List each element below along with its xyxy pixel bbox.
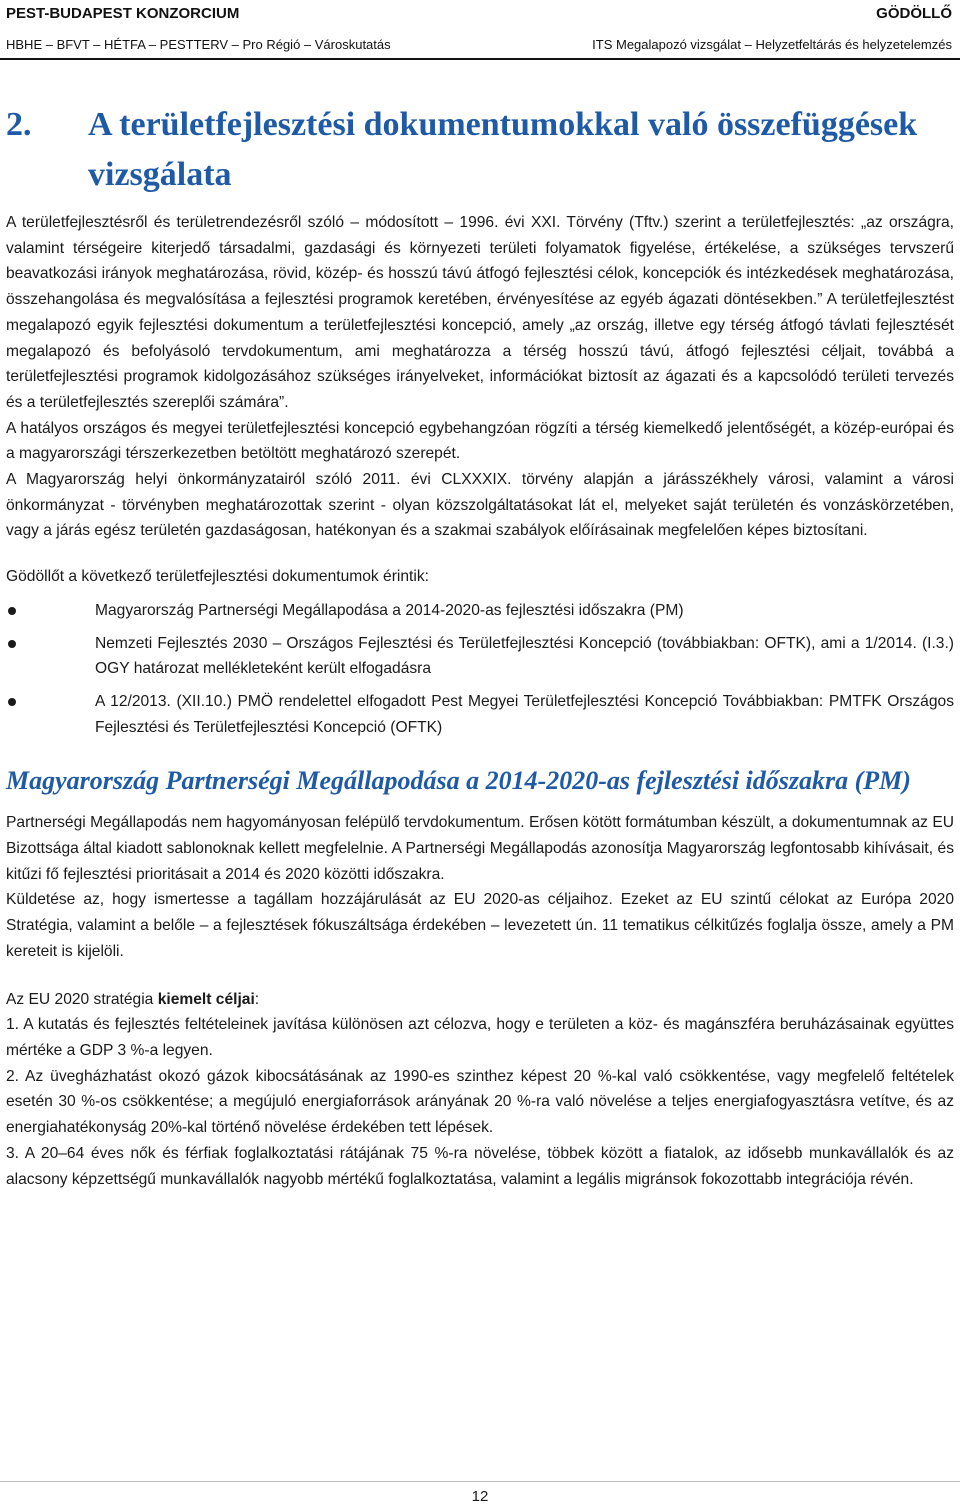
- paragraph-hatalyos: A hatályos országos és megyei területfejlesztési koncepció egybehangzóan rögzíti a térség kiemelkedő jelentőségét, a közép-európai és a magyarországi térszerkezetben betöltött meghatározó szerepét.: [6, 419, 954, 463]
- subsection-heading: Magyarország Partnerségi Megállapodása a 2014-2020-as fejlesztési időszakra (PM): [6, 766, 911, 796]
- eu-goals-intro-bold: kiemelt céljai: [157, 990, 255, 1008]
- list-item-text: Nemzeti Fejlesztés 2030 – Országos Fejlesztési és Területfejlesztési Koncepció (továbbiakban: OFTK), ami a 1/2014. (I.3.) OGY határozat mellékleteként került elfogadásra: [95, 634, 954, 678]
- paragraph-onkormanyzat: A Magyarország helyi önkormányzatairól szóló 2011. évi CLXXXIX. törvény alapján a járásszékhely városi, valamint a városi önkormányzat - törvényben meghatározottak szerint - olyan közszolgáltatásokat lát el, melyeket saját területén és vonzáskörzetében, vagy a járás egész területén gazdaságosan, hatékonyan és a szakmai szabályok előírásainak megfelelően képes biztosítani.: [6, 471, 954, 540]
- list-item-text: Magyarország Partnerségi Megállapodása a 2014-2020-as fejlesztési időszakra (PM): [95, 601, 684, 619]
- page-number: 12: [471, 1488, 489, 1505]
- city-name: GÖDÖLLŐ: [876, 4, 952, 22]
- partners-list: HBHE – BFVT – HÉTFA – PESTTERV – Pro Régió – Városkutatás: [6, 36, 391, 52]
- bullet-icon: [8, 607, 16, 615]
- section-number: 2.: [6, 106, 32, 143]
- page-content: [6, 100, 954, 1192]
- list-item: [6, 631, 954, 682]
- documents-intro: Gödöllőt a következő területfejlesztési dokumentumok érintik:: [6, 568, 429, 586]
- section-heading: [6, 100, 954, 200]
- eu-goal-1: 1. A kutatás és fejlesztés feltételeinek javítása különösen azt célozva, hogy e területen a köz- és magánszféra beruházásainak együttes mértéke a GDP 3 %-a legyen.: [6, 1016, 954, 1059]
- running-header: [6, 2, 952, 24]
- document-type: ITS Megalapozó vizsgálat – Helyzetfeltárás és helyzetelemzés: [592, 36, 952, 52]
- eu-goal-3: 3. A 20–64 éves nők és férfiak foglalkoztatási rátájának 75 %-ra növelése, többek között a fiatalok, az idősebb munkavállalók és az alacsony képzettségű munkavállalók nagyobb mértékű foglalkoztatása, valamint a legális migránsok fokozottabb integrációja révén.: [6, 1144, 954, 1188]
- footer-divider: [0, 1481, 960, 1482]
- eu-goal-2: 2. Az üvegházhatást okozó gázok kibocsátásának az 1990-es szinthez képest 20 %-kal való csökkentése, vagy megfelelő feltételek esetén 30 %-os csökkentése; a megújuló energiaforrások arányának 20 %-ra való növelése a teljes energiafogyasztásra vetítve, és az energiahatékonyság 20%-kal történő növelése érdekében tett lépések.: [6, 1067, 954, 1137]
- list-item: [6, 689, 954, 740]
- bullet-icon: [8, 698, 16, 706]
- eu-goals-intro: [6, 987, 954, 1013]
- paragraph-pm-intro: Partnerségi Megállapodás nem hagyományosan felépülő tervdokumentum. Erősen kötött formátumban készült, a dokumentumnak az EU Bizottsága által kiadott sablonoknak kellett megfelelnie. A Partnerségi Megállapodás azonosítja Magyarország legfontosabb kihívásait, és kitűzi fő fejlesztési prioritásait a 2014 és 2020 közötti időszakra.: [6, 814, 954, 883]
- list-item-text: A 12/2013. (XII.10.) PMÖ rendelettel elfogadott Pest Megyei Területfejlesztési Koncepció Továbbiakban: PMTFK Országos Fejlesztési és Területfejlesztési Koncepció (OFTK): [95, 692, 954, 736]
- documents-list: [6, 598, 954, 741]
- bullet-icon: [8, 640, 16, 648]
- paragraph-tftv: A területfejlesztésről és területrendezésről szóló – módosított – 1996. évi XXI. Törvény (Tftv.) szerint a területfejlesztés: „az országra, valamint térségeire kiterjedő társadalmi, gazdasági és környezeti területi folyamatok figyelése, értékelése, a szükséges tervszerű beavatkozási irányok meghatározása, rövid, közép- és hosszú távú átfogó fejlesztési célok, koncepciók és intézkedések meghatározása, összehangolása és megvalósítása a fejlesztési programok keretében, érvényesítése az egyéb ágazati döntésekben.” A területfejlesztést megalapozó egyik fejlesztési dokumentum a területfejlesztési koncepció, amely „az ország, illetve egy térség átfogó távlati fejlesztését megalapozó és befolyásoló tervdokumentum, ami meghatározza a térség hosszú távú, átfogó fejlesztési céljait, továbbá a területfejlesztési programok kidolgozásához szükséges irányelveket, információkat biztosít az ágazati és a kapcsolódó területi tervezés és a területfejlesztés szereplői számára”.: [6, 214, 954, 411]
- section-title: A területfejlesztési dokumentumokkal való összefüggések vizsgálata: [88, 106, 918, 193]
- running-subheader: [6, 34, 952, 54]
- eu-goals-intro-suffix: :: [254, 990, 260, 1008]
- header-divider: [0, 58, 960, 60]
- list-item: [6, 598, 954, 624]
- paragraph-pm-mission: Küldetése az, hogy ismertesse a tagállam hozzájárulását az EU 2020-as céljaihoz. Ezeket az EU szintű célokat az Európa 2020 Stratégia, valamint a belőle – a fejlesztések fókuszáltsága érdekében – levezetett ún. 11 tematikus célkitűzés foglalja össze, amely a PM kereteit is kijelöli.: [6, 891, 954, 960]
- consortium-name: PEST-BUDAPEST KONZORCIUM: [6, 4, 240, 22]
- eu-goals-intro-prefix: Az EU 2020 stratégia: [6, 990, 158, 1008]
